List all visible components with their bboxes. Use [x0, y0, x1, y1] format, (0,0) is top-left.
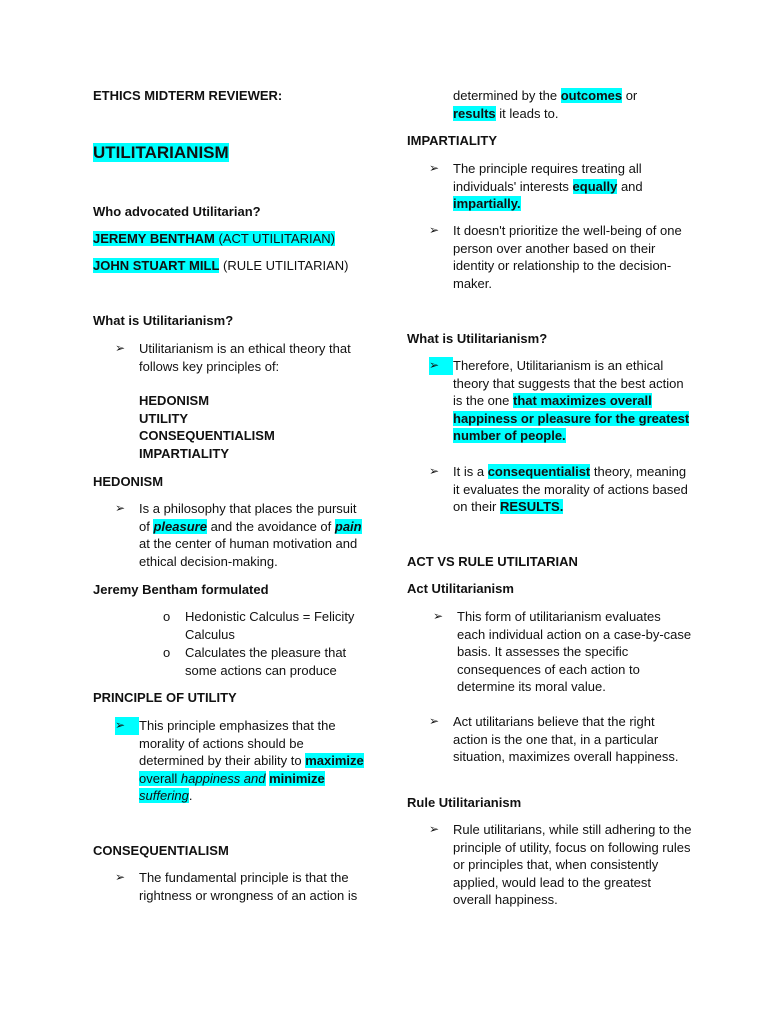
arrow-bullet-icon: ➢	[115, 341, 126, 355]
bullet-text: Utilitarianism is an ethical theory that follows key principles of:	[139, 341, 351, 374]
bullet-text: It is a consequentialist theory, meaning it evaluates the morality of actions based on their RESULTS.	[453, 464, 688, 515]
outcomes-highlight: outcomes	[560, 88, 623, 103]
arrow-bullet-icon: ➢	[429, 714, 440, 728]
arrow-bullet-icon: ➢	[429, 822, 440, 836]
advocate-type: (ACT UTILITARIAN)	[218, 231, 335, 246]
heading-consequentialism: CONSEQUENTIALISM	[93, 843, 229, 858]
minimize-highlight: minimize	[269, 770, 325, 786]
list-item-text: Calculates the pleasure that some actions can produce	[185, 645, 347, 678]
circle-bullet-icon: o	[163, 645, 171, 660]
bullet-text: It doesn't prioritize the well-being of one person over another based on their identity or relationship to the decision-maker.	[453, 223, 682, 291]
list-item-text: Hedonistic Calculus = Felicity Calculus	[185, 609, 355, 642]
principle-item: HEDONISM	[139, 393, 210, 408]
pleasure-highlight: pleasure	[153, 518, 207, 534]
results-highlight: results	[453, 105, 496, 121]
advocate-row	[93, 257, 368, 275]
principles-list	[139, 392, 414, 462]
hedonism-definition: Is a philosophy that places the pursuit of pleasure and the avoidance of pain at the center of human motivation and ethical decision-making.	[139, 501, 362, 569]
arrow-bullet-icon: ➢	[429, 161, 440, 175]
equally-highlight: equally	[572, 178, 618, 194]
question-what-is-2: What is Utilitarianism?	[407, 331, 548, 346]
heading-bentham-formulated: Jeremy Bentham formulated	[93, 582, 269, 597]
advocate-row	[93, 230, 368, 248]
bullet-text: The fundamental principle is that the rightness or wrongness of an action is	[139, 870, 358, 903]
principle-item: IMPARTIALITY	[139, 445, 230, 461]
document-title: ETHICS MIDTERM REVIEWER:	[93, 88, 283, 103]
bullet-text: Therefore, Utilitarianism is an ethical theory that suggests that the best action is the one that maximizes overall happiness or pleasure for the greatest number of people.	[453, 358, 690, 444]
consequentialism-continued: determined by the outcomes or results it leads to.	[453, 88, 638, 121]
maximize-highlight: maximize	[305, 753, 364, 769]
heading-act-utilitarianism: Act Utilitarianism	[407, 581, 514, 596]
main-heading	[93, 142, 368, 164]
arrow-bullet-icon: ➢	[115, 870, 126, 884]
arrow-bullet-icon: ➢	[433, 609, 444, 623]
question-what-is: What is Utilitarianism?	[93, 313, 234, 328]
greatest-happiness-highlight: that maximizes overall happiness or pleasure for the greatest number of people.	[453, 393, 690, 444]
utility-definition: This principle emphasizes that the morality of actions should be determined by their ability to maximize overall happiness and minimize suffering.	[139, 718, 364, 804]
impartially-highlight: impartially.	[453, 196, 521, 212]
circle-bullet-icon: o	[163, 609, 171, 624]
heading-principle-of-utility: PRINCIPLE OF UTILITY	[93, 690, 237, 705]
pain-highlight: pain	[334, 518, 362, 534]
advocate-name: JEREMY BENTHAM	[93, 231, 215, 246]
bullet-text: Rule utilitarians, while still adhering to the principle of utility, focus on following rules or principles that, when consistently applied, would lead to the greatest overall happiness.	[453, 822, 692, 908]
arrow-bullet-icon: ➢	[429, 464, 440, 478]
advocate-name: JOHN STUART MILL	[93, 258, 220, 273]
arrow-bullet-icon: ➢	[115, 501, 126, 515]
arrow-bullet-icon: ➢	[115, 717, 139, 735]
principle-item: CONSEQUENTIALISM	[139, 428, 275, 444]
heading-act-vs-rule: ACT VS RULE UTILITARIAN	[407, 554, 578, 569]
heading-utilitarianism: UTILITARIANISM	[93, 143, 229, 162]
consequentialist-highlight: consequentialist	[487, 464, 591, 479]
bullet-text: The principle requires treating all individuals' interests equally and impartially.	[453, 161, 643, 212]
results-caps-highlight: RESULTS.	[499, 499, 564, 515]
bullet-text: Act utilitarians believe that the right action is the one that, in a particular situation, maximizes overall happiness.	[453, 714, 679, 765]
heading-hedonism: HEDONISM	[93, 474, 164, 489]
arrow-bullet-icon: ➢	[429, 223, 440, 237]
principle-item: UTILITY	[139, 410, 189, 426]
advocate-type: (RULE UTILITARIAN)	[223, 258, 349, 273]
bullet-text: This form of utilitarianism evaluates each individual action on a case-by-case basis. It assesses the specific consequences of each action to determine its moral value.	[457, 609, 692, 695]
heading-impartiality: IMPARTIALITY	[407, 133, 498, 148]
question-who-advocated: Who advocated Utilitarian?	[93, 204, 261, 219]
arrow-bullet-icon: ➢	[429, 357, 453, 375]
heading-rule-utilitarianism: Rule Utilitarianism	[407, 795, 522, 810]
